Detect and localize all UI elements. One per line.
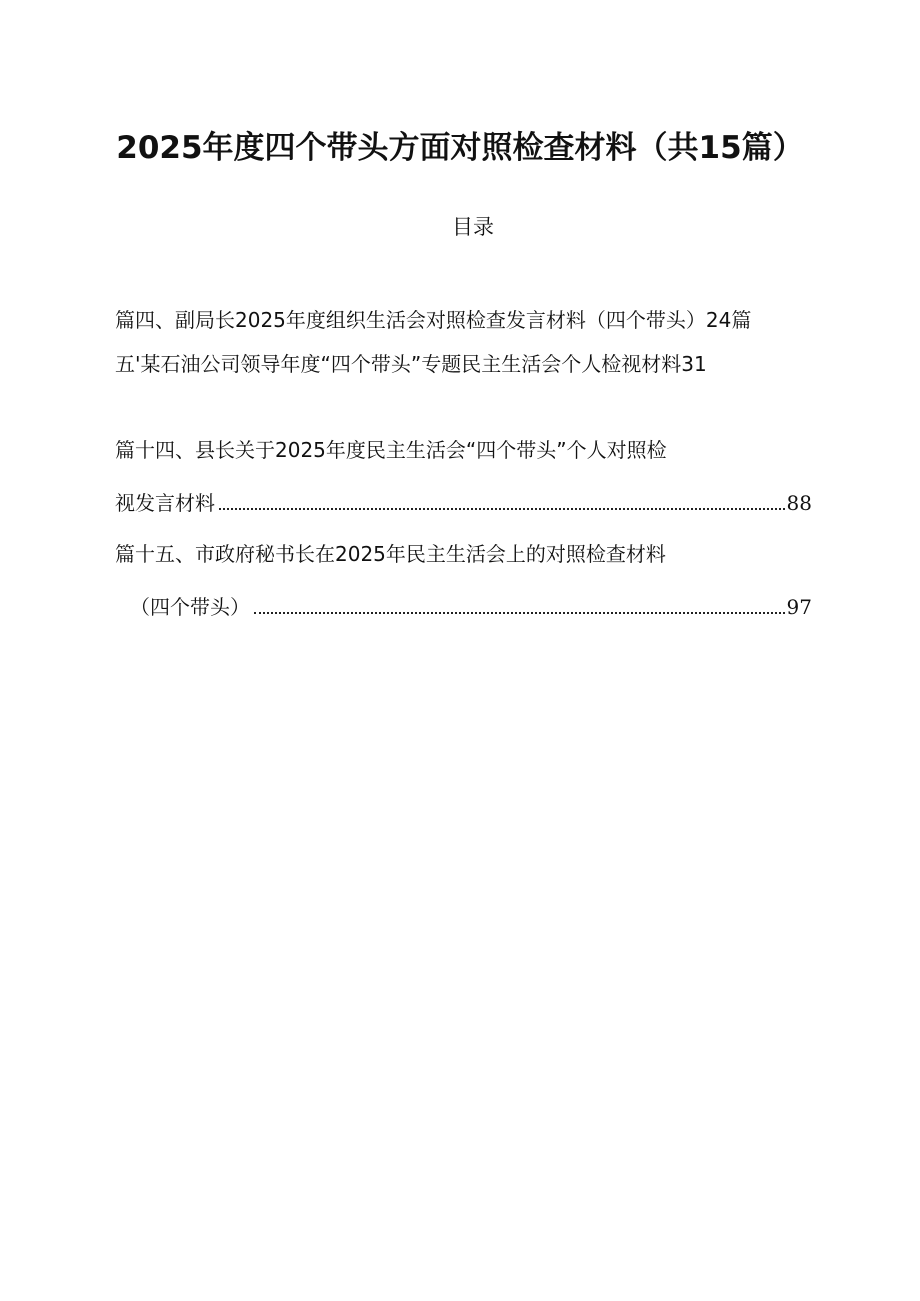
toc-entry[interactable] <box>115 486 812 520</box>
toc-page-number: 88 <box>786 491 812 515</box>
toc-line[interactable]: 篇四、副局长2025年度组织生活会对照检查发言材料（四个带头）24篇 <box>115 308 752 332</box>
toc-line[interactable]: 篇十四、县长关于2025年度民主生活会“四个带头”个人对照检 <box>115 438 667 462</box>
toc-line[interactable]: 篇十五、市政府秘书长在2025年民主生活会上的对照检查材料 <box>115 542 666 566</box>
toc-heading: 目录 <box>452 215 494 239</box>
document-title: 2025年度四个带头方面对照检查材料（共15篇） <box>116 130 804 166</box>
toc-entry-text: （四个带头） <box>130 595 250 619</box>
toc-entry[interactable] <box>130 590 812 624</box>
dot-leader <box>254 611 785 614</box>
toc-page-number: 97 <box>786 595 812 619</box>
dot-leader <box>219 507 785 510</box>
toc-entry-text: 视发言材料 <box>115 491 215 515</box>
toc-line[interactable]: 五'某石油公司领导年度“四个带头”专题民主生活会个人检视材料31 <box>115 352 707 376</box>
